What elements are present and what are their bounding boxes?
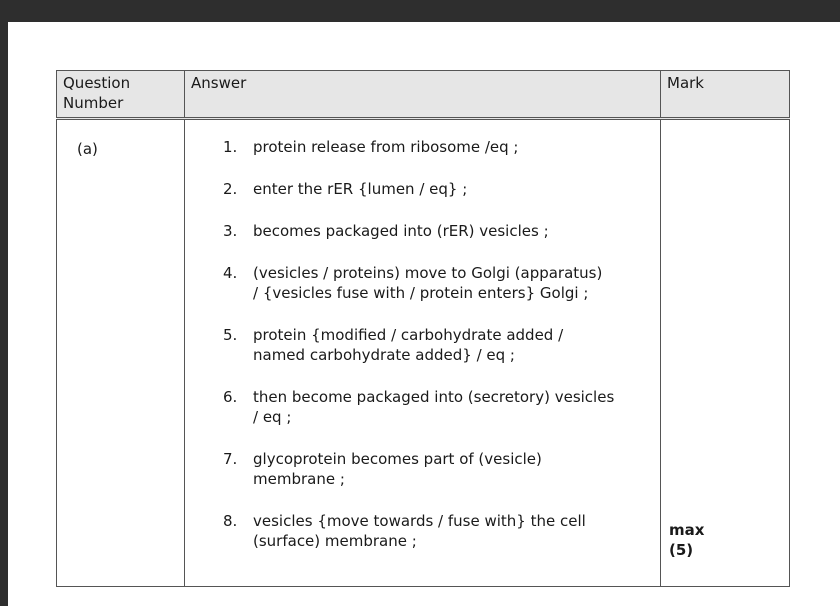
max-mark-label: max — [669, 521, 705, 539]
answer-item-line1: glycoprotein becomes part of (vesicle) — [253, 450, 542, 468]
answer-item-text: becomes packaged into (rER) vesicles ; — [253, 222, 549, 240]
answer-item-number: 1. — [223, 138, 238, 156]
answer-item-number: 8. — [223, 512, 238, 530]
answer-row — [57, 119, 790, 587]
answer-item — [223, 221, 654, 241]
answer-item-line1: protein {modified / carbohydrate added / — [253, 326, 564, 344]
max-mark — [669, 520, 704, 560]
question-number-header — [57, 71, 185, 119]
answer-item-line1: (vesicles / proteins) move to Golgi (apparatus) — [253, 264, 603, 282]
answer-item — [223, 179, 654, 199]
answer-item-text — [253, 449, 654, 489]
answer-item-line2: / {vesicles fuse with / protein enters} Golgi ; — [253, 284, 589, 302]
answer-cell — [185, 119, 661, 587]
answer-item-text: enter the rER {lumen / eq} ; — [253, 180, 468, 198]
answer-list — [223, 137, 654, 551]
answer-item-line1: then become packaged into (secretory) vesicles — [253, 388, 615, 406]
answer-item — [223, 511, 654, 551]
answer-item-number: 5. — [223, 326, 238, 344]
answer-item-text — [253, 263, 654, 303]
answer-item-number: 7. — [223, 450, 238, 468]
answer-item — [223, 263, 654, 303]
answer-item-number: 4. — [223, 264, 238, 282]
answer-item-line2: named carbohydrate added} / eq ; — [253, 346, 515, 364]
answer-item — [223, 137, 654, 157]
answer-header: Answer — [185, 71, 661, 119]
answer-item — [223, 325, 654, 365]
answer-item-text: protein release from ribosome /eq ; — [253, 138, 519, 156]
answer-item — [223, 449, 654, 489]
answer-item-line2: (surface) membrane ; — [253, 532, 417, 550]
answer-item-number: 3. — [223, 222, 238, 240]
answer-item-line1: vesicles {move towards / fuse with} the cell — [253, 512, 586, 530]
mark-scheme-table — [56, 70, 790, 587]
mark-cell — [661, 119, 790, 587]
answer-item-number: 6. — [223, 388, 238, 406]
question-header-line2: Number — [63, 94, 124, 112]
question-header-line1: Question — [63, 74, 131, 92]
document-page — [8, 22, 840, 606]
answer-item-text — [253, 511, 654, 551]
header-row — [57, 71, 790, 119]
answer-item — [223, 387, 654, 427]
answer-item-number: 2. — [223, 180, 238, 198]
answer-item-line2: / eq ; — [253, 408, 292, 426]
question-number-cell: (a) — [57, 119, 185, 587]
max-mark-value: (5) — [669, 541, 694, 559]
mark-header: Mark — [661, 71, 790, 119]
answer-item-text — [253, 325, 654, 365]
answer-item-text — [253, 387, 654, 427]
answer-item-line2: membrane ; — [253, 470, 345, 488]
